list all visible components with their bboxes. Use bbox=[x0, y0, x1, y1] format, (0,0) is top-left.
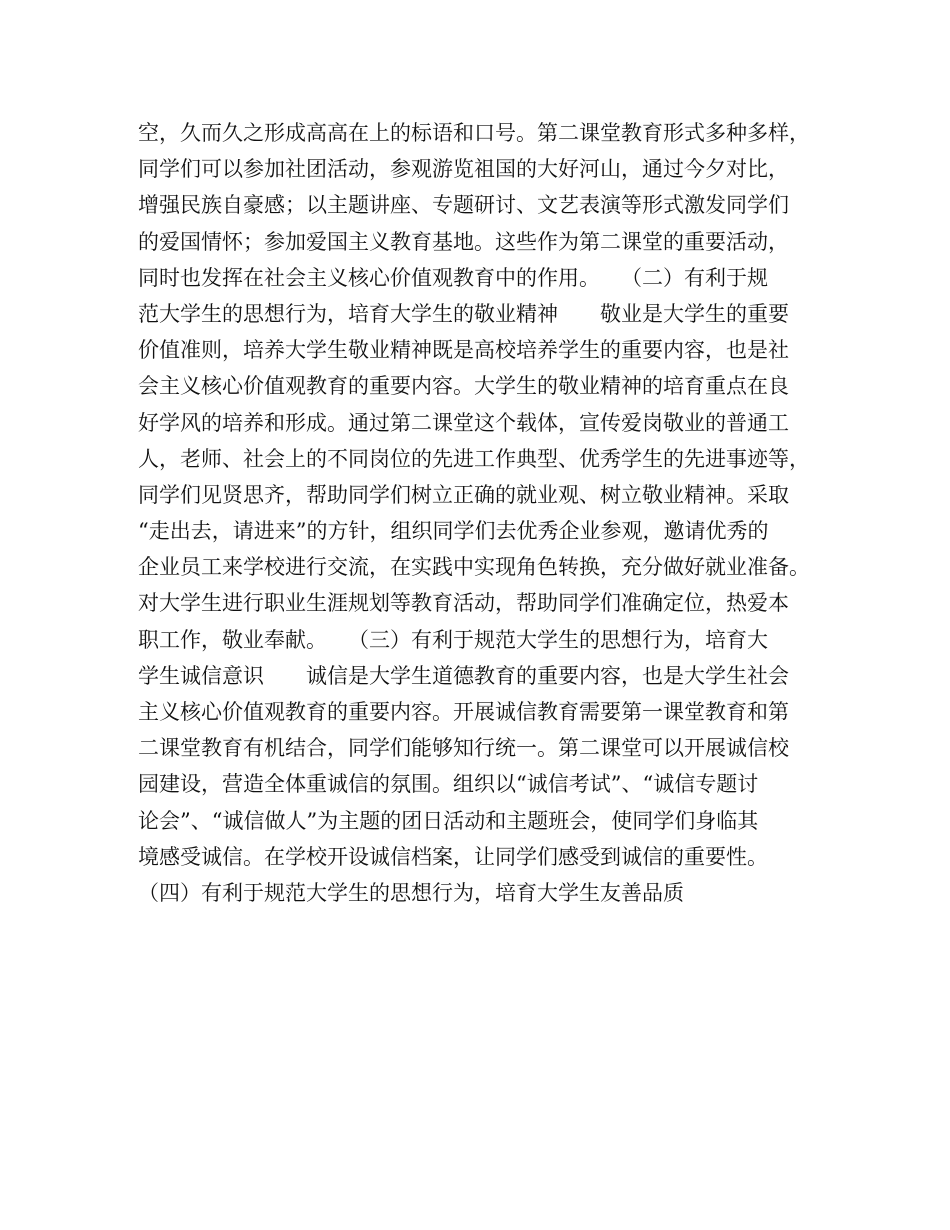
text-line: 境感受诚信。在学校开设诚信档案，让同学们感受到诚信的重要性。 bbox=[138, 844, 768, 869]
body-text bbox=[138, 115, 838, 911]
text-line: 价值准则，培养大学生敬业精神既是高校培养学生的重要内容，也是社 bbox=[138, 338, 789, 363]
text-line: 好学风的培养和形成。通过第二课堂这个载体，宣传爱岗敬业的普通工 bbox=[138, 410, 789, 435]
text-line: 职工作，敬业奉献。 （三）有利于规范大学生的思想行为，培育大 bbox=[138, 627, 768, 652]
text-line: 同学们可以参加社团活动，参观游览祖国的大好河山，通过今夕对比， bbox=[138, 157, 789, 182]
text-line: 企业员工来学校进行交流，在实践中实现角色转换，充分做好就业准备。 bbox=[138, 555, 810, 580]
text-line: 同时也发挥在社会主义核心价值观教育中的作用。 （二）有利于规 bbox=[138, 265, 768, 290]
text-line: 学生诚信意识 诚信是大学生道德教育的重要内容，也是大学生社会 bbox=[138, 663, 789, 688]
text-line: 二课堂教育有机结合，同学们能够知行统一。第二课堂可以开展诚信校 bbox=[138, 736, 789, 761]
text-line: 会主义核心价值观教育的重要内容。大学生的敬业精神的培育重点在良 bbox=[138, 374, 789, 399]
text-line: 主义核心价值观教育的重要内容。开展诚信教育需要第一课堂教育和第 bbox=[138, 700, 789, 724]
text-line: 增强民族自豪感；以主题讲座、专题研讨、文艺表演等形式激发同学们 bbox=[138, 193, 789, 218]
text-line: 人，老师、社会上的不同岗位的先进工作典型、优秀学生的先进事迹等， bbox=[138, 446, 810, 471]
text-line: （四）有利于规范大学生的思想行为，培育大学生友善品质 bbox=[138, 880, 684, 905]
text-line: 论会”、“诚信做人”为主题的团日活动和主题班会，使同学们身临其 bbox=[138, 808, 759, 833]
text-line: 同学们见贤思齐，帮助同学们树立正确的就业观、树立敬业精神。采取 bbox=[138, 482, 789, 507]
text-line: 范大学生的思想行为，培育大学生的敬业精神 敬业是大学生的重要 bbox=[138, 301, 789, 326]
text-line: 的爱国情怀；参加爱国主义教育基地。这些作为第二课堂的重要活动， bbox=[138, 229, 789, 254]
text-line: 对大学生进行职业生涯规划等教育活动，帮助同学们准确定位，热爱本 bbox=[138, 591, 789, 616]
text-line: 空，久而久之形成高高在上的标语和口号。第二课堂教育形式多种多样， bbox=[138, 121, 810, 145]
text-line: “走出去，请进来”的方针，组织同学们去优秀企业参观，邀请优秀的 bbox=[138, 519, 769, 544]
text-line: 园建设，营造全体重诚信的氛围。组织以“诚信考试”、“诚信专题讨 bbox=[138, 772, 759, 797]
